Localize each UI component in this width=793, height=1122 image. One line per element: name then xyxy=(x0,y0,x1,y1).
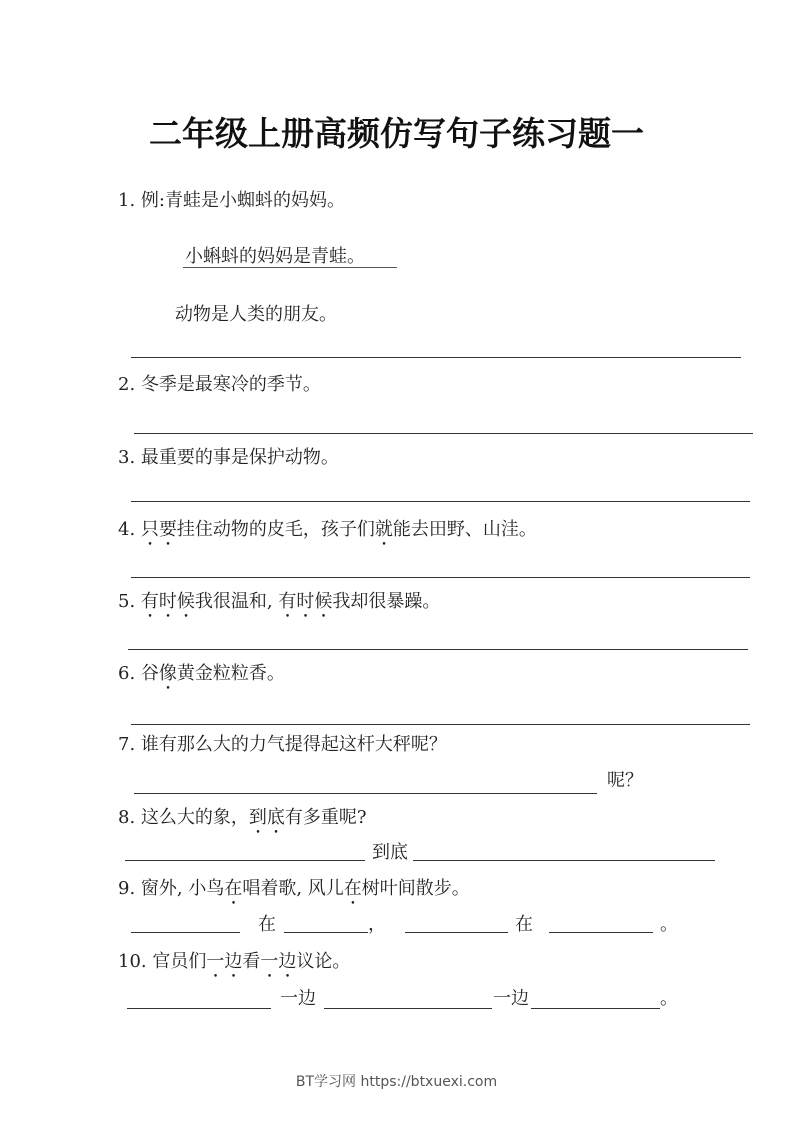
emphasized-text: 在 xyxy=(224,878,243,899)
question-2: 2. 冬季是最寒冷的季节。 xyxy=(118,374,321,395)
answer-line-7[interactable] xyxy=(134,793,597,794)
text-segment: 5. xyxy=(118,591,141,612)
emphasized-text: 到底 xyxy=(248,807,285,828)
text-segment: 我很温和, xyxy=(194,591,279,612)
answer-line-5[interactable] xyxy=(128,649,748,650)
text-segment: 树叶间散步。 xyxy=(361,878,470,899)
fill-word: 一边 xyxy=(493,988,529,1009)
text-segment: 议论。 xyxy=(296,951,351,972)
example-sentence: 例:青蛙是小蜘蚪的妈妈。 xyxy=(140,190,345,211)
emphasized-text: 一边 xyxy=(260,951,297,972)
fill-word: 在 xyxy=(515,914,533,935)
question-number: 1. xyxy=(118,190,136,211)
answer-line-3[interactable] xyxy=(131,501,750,502)
fill-end: 。 xyxy=(660,914,678,935)
answer-line-10a[interactable] xyxy=(127,1008,271,1009)
emphasized-text: 只 xyxy=(140,519,159,540)
text-segment: 4. xyxy=(118,519,141,540)
question-3: 3. 最重要的事是保护动物。 xyxy=(118,447,339,468)
fill-comma: ， xyxy=(368,914,386,935)
text-segment: 8. 这么大的象， xyxy=(118,807,249,828)
answer-line-9d[interactable] xyxy=(549,932,653,933)
answer-line-9a[interactable] xyxy=(131,932,240,933)
answer-line-4[interactable] xyxy=(131,577,750,578)
text-segment: 能去田野、山洼。 xyxy=(392,519,537,540)
question-10 xyxy=(118,951,350,982)
fill-word: 在 xyxy=(258,914,276,935)
text-segment: 我却很暴躁。 xyxy=(332,591,441,612)
text-segment: 唱着歌, 风儿 xyxy=(242,878,344,899)
emphasized-text: 有时候 xyxy=(140,591,195,612)
question-5 xyxy=(118,591,440,622)
question-6 xyxy=(118,663,285,694)
text-segment: 有多重呢? xyxy=(284,807,367,828)
page-title: 二年级上册高频仿写句子练习题一 xyxy=(149,114,644,153)
text-segment: 挂住动物的皮毛，孩子们 xyxy=(176,519,375,540)
answer-line-2[interactable] xyxy=(134,433,753,434)
question-1 xyxy=(118,190,345,212)
emphasized-text: 有时候 xyxy=(278,591,333,612)
question-8 xyxy=(118,807,367,838)
answer-line-10c[interactable] xyxy=(531,1008,660,1009)
text-segment: 10. 官员们 xyxy=(118,951,207,972)
question-7: 7. 谁有那么大的力气提得起这杆大秤呢？ xyxy=(118,734,447,755)
fill-end: 。 xyxy=(660,988,678,1009)
emphasized-text: 要 xyxy=(158,519,177,540)
emphasized-text: 一边 xyxy=(206,951,243,972)
answer-line-6[interactable] xyxy=(131,724,750,725)
answer-line-9c[interactable] xyxy=(405,932,508,933)
example-answer: 小蝌蚪的妈妈是青蛙。 xyxy=(185,246,365,267)
question-4 xyxy=(118,519,537,550)
emphasized-text: 就 xyxy=(374,519,393,540)
emphasized-text: 在 xyxy=(343,878,362,899)
fill-word: 一边 xyxy=(280,988,316,1009)
answer-line-10b[interactable] xyxy=(324,1008,492,1009)
text-segment: 黄金粒粒香。 xyxy=(176,663,285,684)
footer-watermark: BT学习网 https://btxuexi.com xyxy=(295,1074,498,1090)
example-underline xyxy=(183,267,397,268)
text-segment: 9. 窗外, 小鸟 xyxy=(118,878,225,899)
answer-line-1[interactable] xyxy=(131,357,741,358)
emphasized-text: 像 xyxy=(158,663,177,684)
answer-line-8b[interactable] xyxy=(413,860,715,861)
text-segment: 看 xyxy=(242,951,261,972)
question-9 xyxy=(118,878,470,909)
question-1-prompt: 动物是人类的朋友。 xyxy=(175,304,337,325)
answer-line-9b[interactable] xyxy=(284,932,368,933)
answer-line-8a[interactable] xyxy=(125,860,365,861)
fill-word: 到底 xyxy=(372,842,408,863)
text-segment: 6. 谷 xyxy=(118,663,159,684)
fill-suffix: 呢？ xyxy=(607,770,643,791)
